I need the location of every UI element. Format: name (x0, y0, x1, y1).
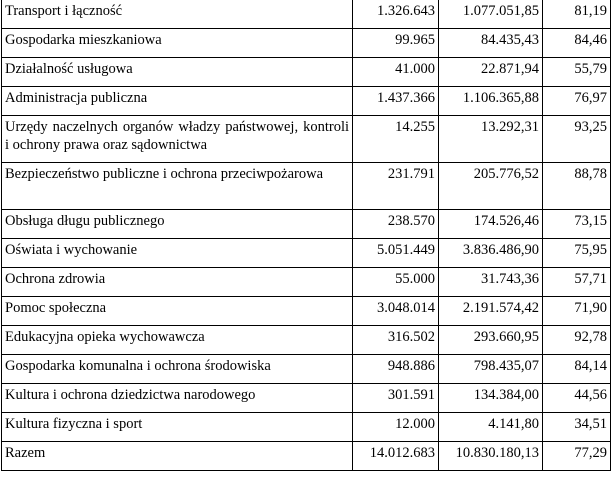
row-plan: 41.000 (353, 58, 439, 87)
row-procent: 93,25 (543, 116, 611, 163)
row-wykonanie: 31.743,36 (439, 268, 543, 297)
row-name: Administracja publiczna (2, 87, 353, 116)
row-procent: 73,15 (543, 210, 611, 239)
table-row (2, 58, 611, 87)
table-row (2, 0, 611, 29)
row-procent: 92,78 (543, 326, 611, 355)
row-wykonanie: 798.435,07 (439, 355, 543, 384)
row-name: Gospodarka komunalna i ochrona środowiska (2, 355, 353, 384)
table-row (2, 326, 611, 355)
row-wykonanie: 10.830.180,13 (439, 442, 543, 471)
row-procent: 77,29 (543, 442, 611, 471)
row-plan: 55.000 (353, 268, 439, 297)
row-name: Oświata i wychowanie (2, 239, 353, 268)
row-wykonanie: 84.435,43 (439, 29, 543, 58)
table-row (2, 163, 611, 210)
row-wykonanie: 3.836.486,90 (439, 239, 543, 268)
row-wykonanie: 174.526,46 (439, 210, 543, 239)
row-wykonanie: 293.660,95 (439, 326, 543, 355)
row-name: Transport i łączność (2, 0, 353, 29)
row-name: Pomoc społeczna (2, 297, 353, 326)
row-procent: 57,71 (543, 268, 611, 297)
budget-table (1, 0, 611, 471)
row-wykonanie: 2.191.574,42 (439, 297, 543, 326)
table-row (2, 210, 611, 239)
row-procent: 76,97 (543, 87, 611, 116)
row-plan: 12.000 (353, 413, 439, 442)
row-name: Bezpieczeństwo publiczne i ochrona przeciwpożarowa (2, 163, 353, 210)
row-procent: 44,56 (543, 384, 611, 413)
row-wykonanie: 1.106.365,88 (439, 87, 543, 116)
table-row (2, 297, 611, 326)
row-plan: 5.051.449 (353, 239, 439, 268)
row-wykonanie: 205.776,52 (439, 163, 543, 210)
row-name: Edukacyjna opieka wychowawcza (2, 326, 353, 355)
row-plan: 316.502 (353, 326, 439, 355)
row-name: Kultura i ochrona dziedzictwa narodowego (2, 384, 353, 413)
table-row (2, 413, 611, 442)
row-procent: 34,51 (543, 413, 611, 442)
row-plan: 14.255 (353, 116, 439, 163)
row-procent: 71,90 (543, 297, 611, 326)
row-plan: 231.791 (353, 163, 439, 210)
row-name: Ochrona zdrowia (2, 268, 353, 297)
row-plan: 948.886 (353, 355, 439, 384)
row-procent: 55,79 (543, 58, 611, 87)
row-plan: 99.965 (353, 29, 439, 58)
table-row (2, 239, 611, 268)
row-procent: 75,95 (543, 239, 611, 268)
row-name: Razem (2, 442, 353, 471)
table-row (2, 384, 611, 413)
row-procent: 84,14 (543, 355, 611, 384)
table-row (2, 268, 611, 297)
table-row (2, 87, 611, 116)
row-plan: 1.437.366 (353, 87, 439, 116)
row-wykonanie: 13.292,31 (439, 116, 543, 163)
row-plan: 301.591 (353, 384, 439, 413)
row-plan: 3.048.014 (353, 297, 439, 326)
row-plan: 238.570 (353, 210, 439, 239)
row-name: Kultura fizyczna i sport (2, 413, 353, 442)
table-row (2, 116, 611, 163)
row-name: Działalność usługowa (2, 58, 353, 87)
table-row (2, 355, 611, 384)
row-name: Gospodarka mieszkaniowa (2, 29, 353, 58)
row-procent: 88,78 (543, 163, 611, 210)
row-wykonanie: 4.141,80 (439, 413, 543, 442)
row-plan: 14.012.683 (353, 442, 439, 471)
row-wykonanie: 1.077.051,85 (439, 0, 543, 29)
row-procent: 81,19 (543, 0, 611, 29)
row-plan: 1.326.643 (353, 0, 439, 29)
table-row-total (2, 442, 611, 471)
row-wykonanie: 22.871,94 (439, 58, 543, 87)
row-name: Obsługa długu publicznego (2, 210, 353, 239)
row-procent: 84,46 (543, 29, 611, 58)
row-wykonanie: 134.384,00 (439, 384, 543, 413)
row-name: Urzędy naczelnych organów władzy państwowej, kontroli i ochrony prawa oraz sądownictwa (2, 116, 353, 163)
table-row (2, 29, 611, 58)
